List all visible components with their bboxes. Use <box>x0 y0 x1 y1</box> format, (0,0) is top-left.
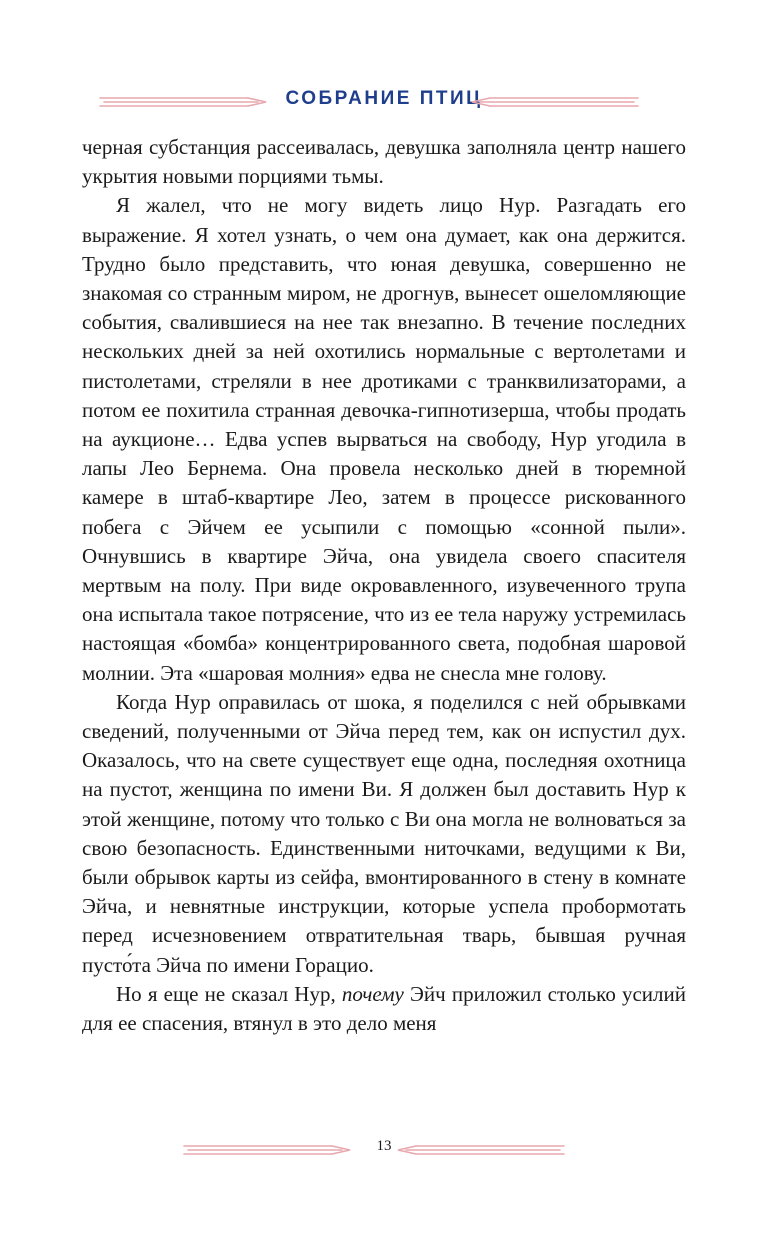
footer-ornament-right <box>396 1140 566 1160</box>
paragraph-4-end: Эйч приложил столько усилий для ее спасения, втянул в это дело меня <box>82 981 686 1036</box>
paragraph-1: черная субстанция рассеивалась, девушка заполняла центр нашего укрытия новыми порциями тьмы. <box>82 135 686 189</box>
paragraph-4-start: Но я еще не сказал Нур, <box>116 981 342 1006</box>
paragraph-3: Когда Нур оправилась от шока, я поделился с ней обрывками сведений, полученными от Эйча перед тем, как он испустил дух. Оказалось, что на свете существует еще одна, последняя охотница на пустот, женщина по имени Ви. Я должен был доставить Нур к этой женщине, потому что только с Ви она могла не волноваться за свою безопасность. Единственными ниточками, ведущими к Ви, были обрывок карты из сейфа, вмонтированного в стену в комнате Эйча, и невнятные инструкции, которые успела пробормотать перед исчезновением отвратительная тварь, бывшая ручная пусто́та Эйча по имени Горацио. <box>82 689 686 977</box>
paragraph-2: Я жалел, что не могу видеть лицо Нур. Разгадать его выражение. Я хотел узнать, о чем она думает, как она держится. Трудно было представить, что юная девушка, совершенно не знакомая со странным миром, не дрогнув, вынесет ошеломляющие события, свалившиеся на нее так внезапно. В течение последних нескольких дней за ней охотились нормальные с вертолетами и пистолетами, стреляли в нее дротиками с транквилизаторами, а потом ее похитила странная девочка-гипнотизерша, чтобы продать на аукционе… Едва успев вырваться на свободу, Нур угодила в лапы Лео Бернема. Она провела несколько дней в тюремной камере в штаб-квартире Лео, затем в процессе рискованного побега с Эйчем ее усыпили с помощью «сонной пыли». Очнувшись в квартире Эйча, она увидела своего спасителя мертвым на полу. При виде окровавленного, изувеченного трупа она испытала такое потрясение, что из ее тела наружу устремилась настоящая «бомба» концентрированного света, подобная шаровой молнии. Эта «шаровая молния» едва не снесла мне голову. <box>82 193 686 685</box>
page-number: 13 <box>376 1138 392 1154</box>
running-header <box>0 84 768 120</box>
paragraph-4 <box>82 980 686 1038</box>
header-ornament-right <box>470 92 640 112</box>
page-footer <box>0 1136 768 1166</box>
body-text <box>82 133 686 1038</box>
emphasis-why: почему <box>341 981 404 1006</box>
book-title: СОБРАНИЕ ПТИЦ <box>285 88 483 109</box>
